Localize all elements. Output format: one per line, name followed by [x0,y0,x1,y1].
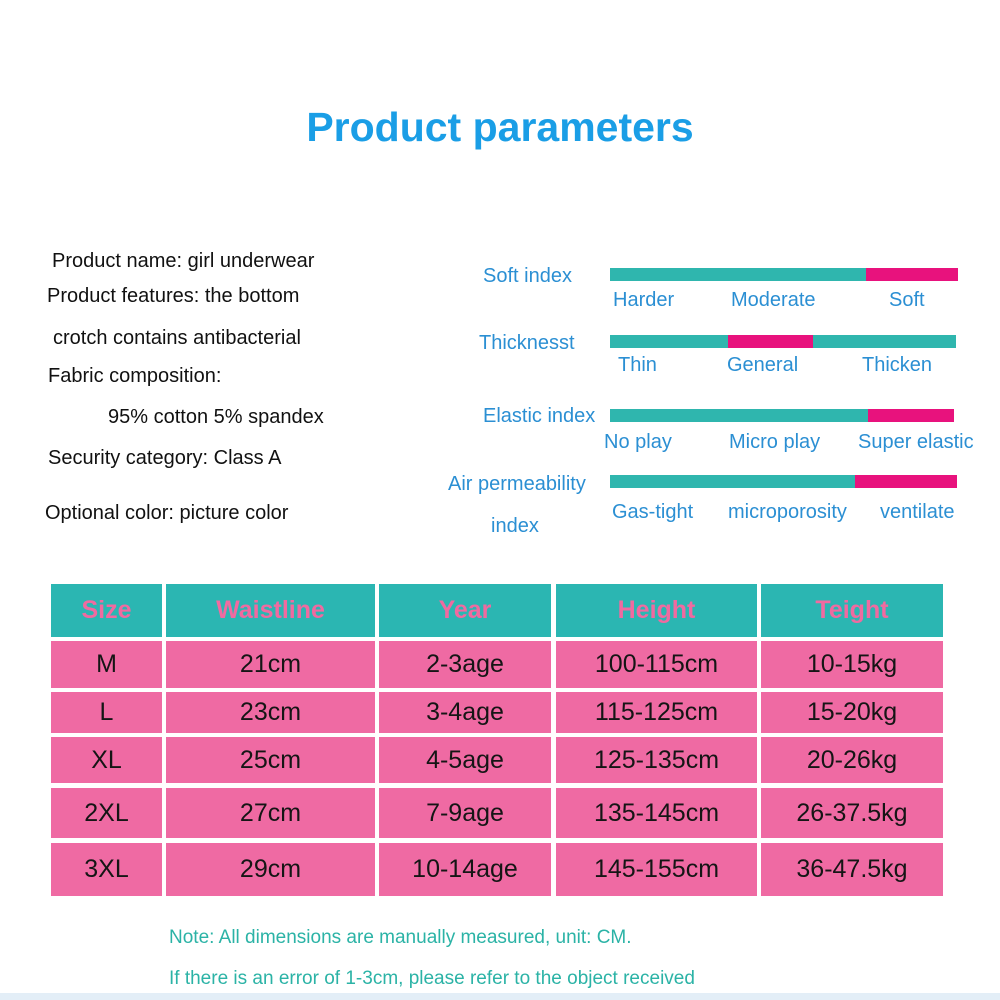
table-header-waistline: Waistline [166,584,375,637]
soft-index-highlight [866,268,958,281]
thickness-label: Thicknesst [479,332,575,354]
table-cell-size: 2XL [51,788,162,838]
soft-index-bar [610,268,958,281]
elastic-index-bar [610,409,954,422]
table-cell-height: 125-135cm [556,737,757,783]
thickness-scale-thin: Thin [618,354,657,376]
table-cell-waistline: 23cm [166,692,375,733]
error-note: If there is an error of 1-3cm, please refer to the object received [169,968,695,989]
table-cell-year: 4-5age [379,737,551,783]
table-cell-waistline: 27cm [166,788,375,838]
product-features-line-1: Product features: the bottom [47,285,300,307]
table-cell-year: 3-4age [379,692,551,733]
air-permeability-label: Air permeability [448,473,586,495]
elastic-scale-super-elastic: Super elastic [858,431,974,453]
table-cell-weight: 26-37.5kg [761,788,943,838]
table-cell-size: 3XL [51,843,162,896]
air-scale-ventilate: ventilate [880,501,955,523]
table-header-size: Size [51,584,162,637]
table-cell-weight: 36-47.5kg [761,843,943,896]
table-cell-height: 100-115cm [556,641,757,688]
soft-index-label: Soft index [483,265,572,287]
table-cell-height: 135-145cm [556,788,757,838]
table-header-year: Year [379,584,551,637]
elastic-scale-no-play: No play [604,431,672,453]
air-permeability-label-index: index [491,515,539,537]
table-cell-weight: 15-20kg [761,692,943,733]
table-cell-weight: 20-26kg [761,737,943,783]
table-header-weight: Teight [761,584,943,637]
table-cell-waistline: 29cm [166,843,375,896]
thickness-scale-thicken: Thicken [862,354,933,376]
measurement-note: Note: All dimensions are manually measured, unit: CM. [169,927,632,948]
security-category: Security category: Class A [48,447,282,469]
table-cell-year: 2-3age [379,641,551,688]
air-scale-microporosity: microporosity [728,501,847,523]
product-name: Product name: girl underwear [52,250,315,272]
fabric-composition-label: Fabric composition: [48,365,222,387]
soft-index-scale-soft: Soft [889,289,925,311]
table-cell-year: 7-9age [379,788,551,838]
table-cell-size: L [51,692,162,733]
table-cell-height: 115-125cm [556,692,757,733]
thickness-bar [610,335,956,348]
table-cell-size: XL [51,737,162,783]
soft-index-scale-harder: Harder [613,289,675,311]
page-title: Product parameters [306,104,694,150]
table-cell-size: M [51,641,162,688]
table-cell-height: 145-155cm [556,843,757,896]
table-cell-weight: 10-15kg [761,641,943,688]
bottom-strip [0,993,1000,1000]
table-cell-year: 10-14age [379,843,551,896]
elastic-index-highlight [868,409,954,422]
product-features-line-2: crotch contains antibacterial [53,327,301,349]
fabric-composition-value: 95% cotton 5% spandex [108,406,324,428]
air-permeability-highlight [855,475,957,488]
soft-index-scale-moderate: Moderate [731,289,816,311]
thickness-scale-general: General [727,354,799,376]
elastic-scale-micro-play: Micro play [729,431,821,453]
optional-color: Optional color: picture color [45,502,289,524]
thickness-highlight [728,335,813,348]
table-cell-waistline: 25cm [166,737,375,783]
air-scale-gas-tight: Gas-tight [612,501,694,523]
elastic-index-label: Elastic index [483,405,596,427]
table-cell-waistline: 21cm [166,641,375,688]
air-permeability-bar [610,475,957,488]
table-header-height: Height [556,584,757,637]
